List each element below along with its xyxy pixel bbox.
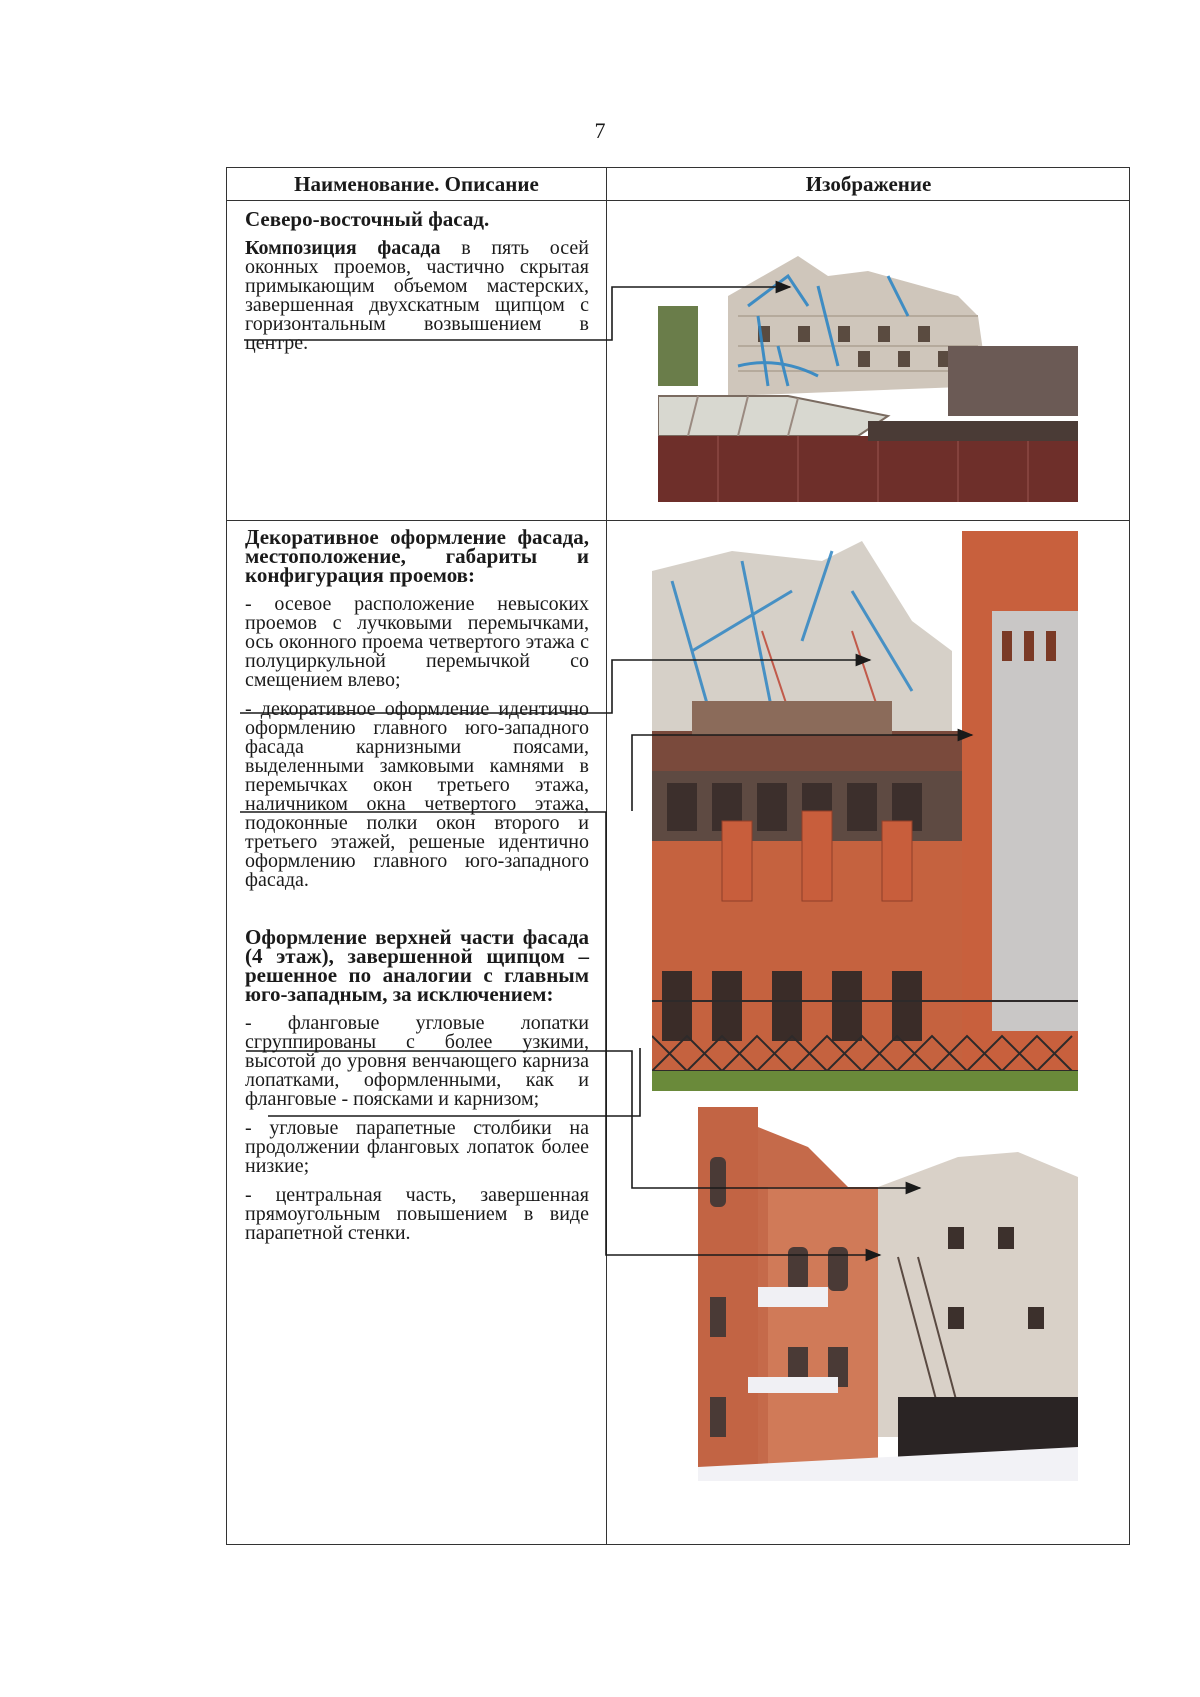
row2-item4: - угловые парапетные столбики на продолжении фланговых лопаток более низкие; [245,1117,589,1177]
header-name-description: Наименование. Описание [294,172,539,196]
page-number: 7 [594,118,606,143]
row2-item3: - фланговые угловые лопатки сгруппированы с более узкими, высотой до уровня венчающего карниза лопатками, оформленными, как и фланговые - поясками и карнизом; [245,1012,589,1110]
row2-item1: - осевое расположение невысоких проемов с лучковыми перемычками, ось оконного проема четвертого этажа с полуциркульной перемычкой со смещением влево; [245,593,589,691]
row1-description [245,207,589,363]
column-divider [606,168,607,1544]
row2-heading: Декоративное оформление фасада, местоположение, габариты и конфигурация проемов: [245,525,589,587]
photo-courtyard-facade [698,1107,1078,1481]
row2-description [245,525,589,1253]
row1-heading: Северо-восточный фасад. [245,207,490,231]
row2-item5: - центральная часть, завершенная прямоугольным повышением в виде парапетной стенки. [245,1184,589,1244]
photo-northeast-facade [658,246,1078,502]
photo-decorative-facade [652,531,1078,1091]
row2-heading2: Оформление верхней части фасада (4 этаж), завершенной щипцом – решенное по аналогии с главным юго-западным, за исключением: [245,925,589,1006]
row2-item2: - декоративное оформление идентично оформлению главного юго-западного фасада карнизными поясами, выделенными замковыми камнями в перемычках окон третьего этажа, наличником окна четвертого этажа, подоконные полки окон второго и третьего этажей, решеные идентично оформлению главного юго-западного фасада. [245,698,589,891]
header-image: Изображение [805,172,932,196]
row-divider [227,520,1129,521]
header-divider [227,200,1129,201]
row1-lead: Композиция фасада [245,237,441,259]
row1-text: в пять осей оконных проемов, частично скрытая примыкающим объемом мастерских, завершенная двухскатным щипцом с горизонтальным возвышением в центре. [245,237,589,354]
